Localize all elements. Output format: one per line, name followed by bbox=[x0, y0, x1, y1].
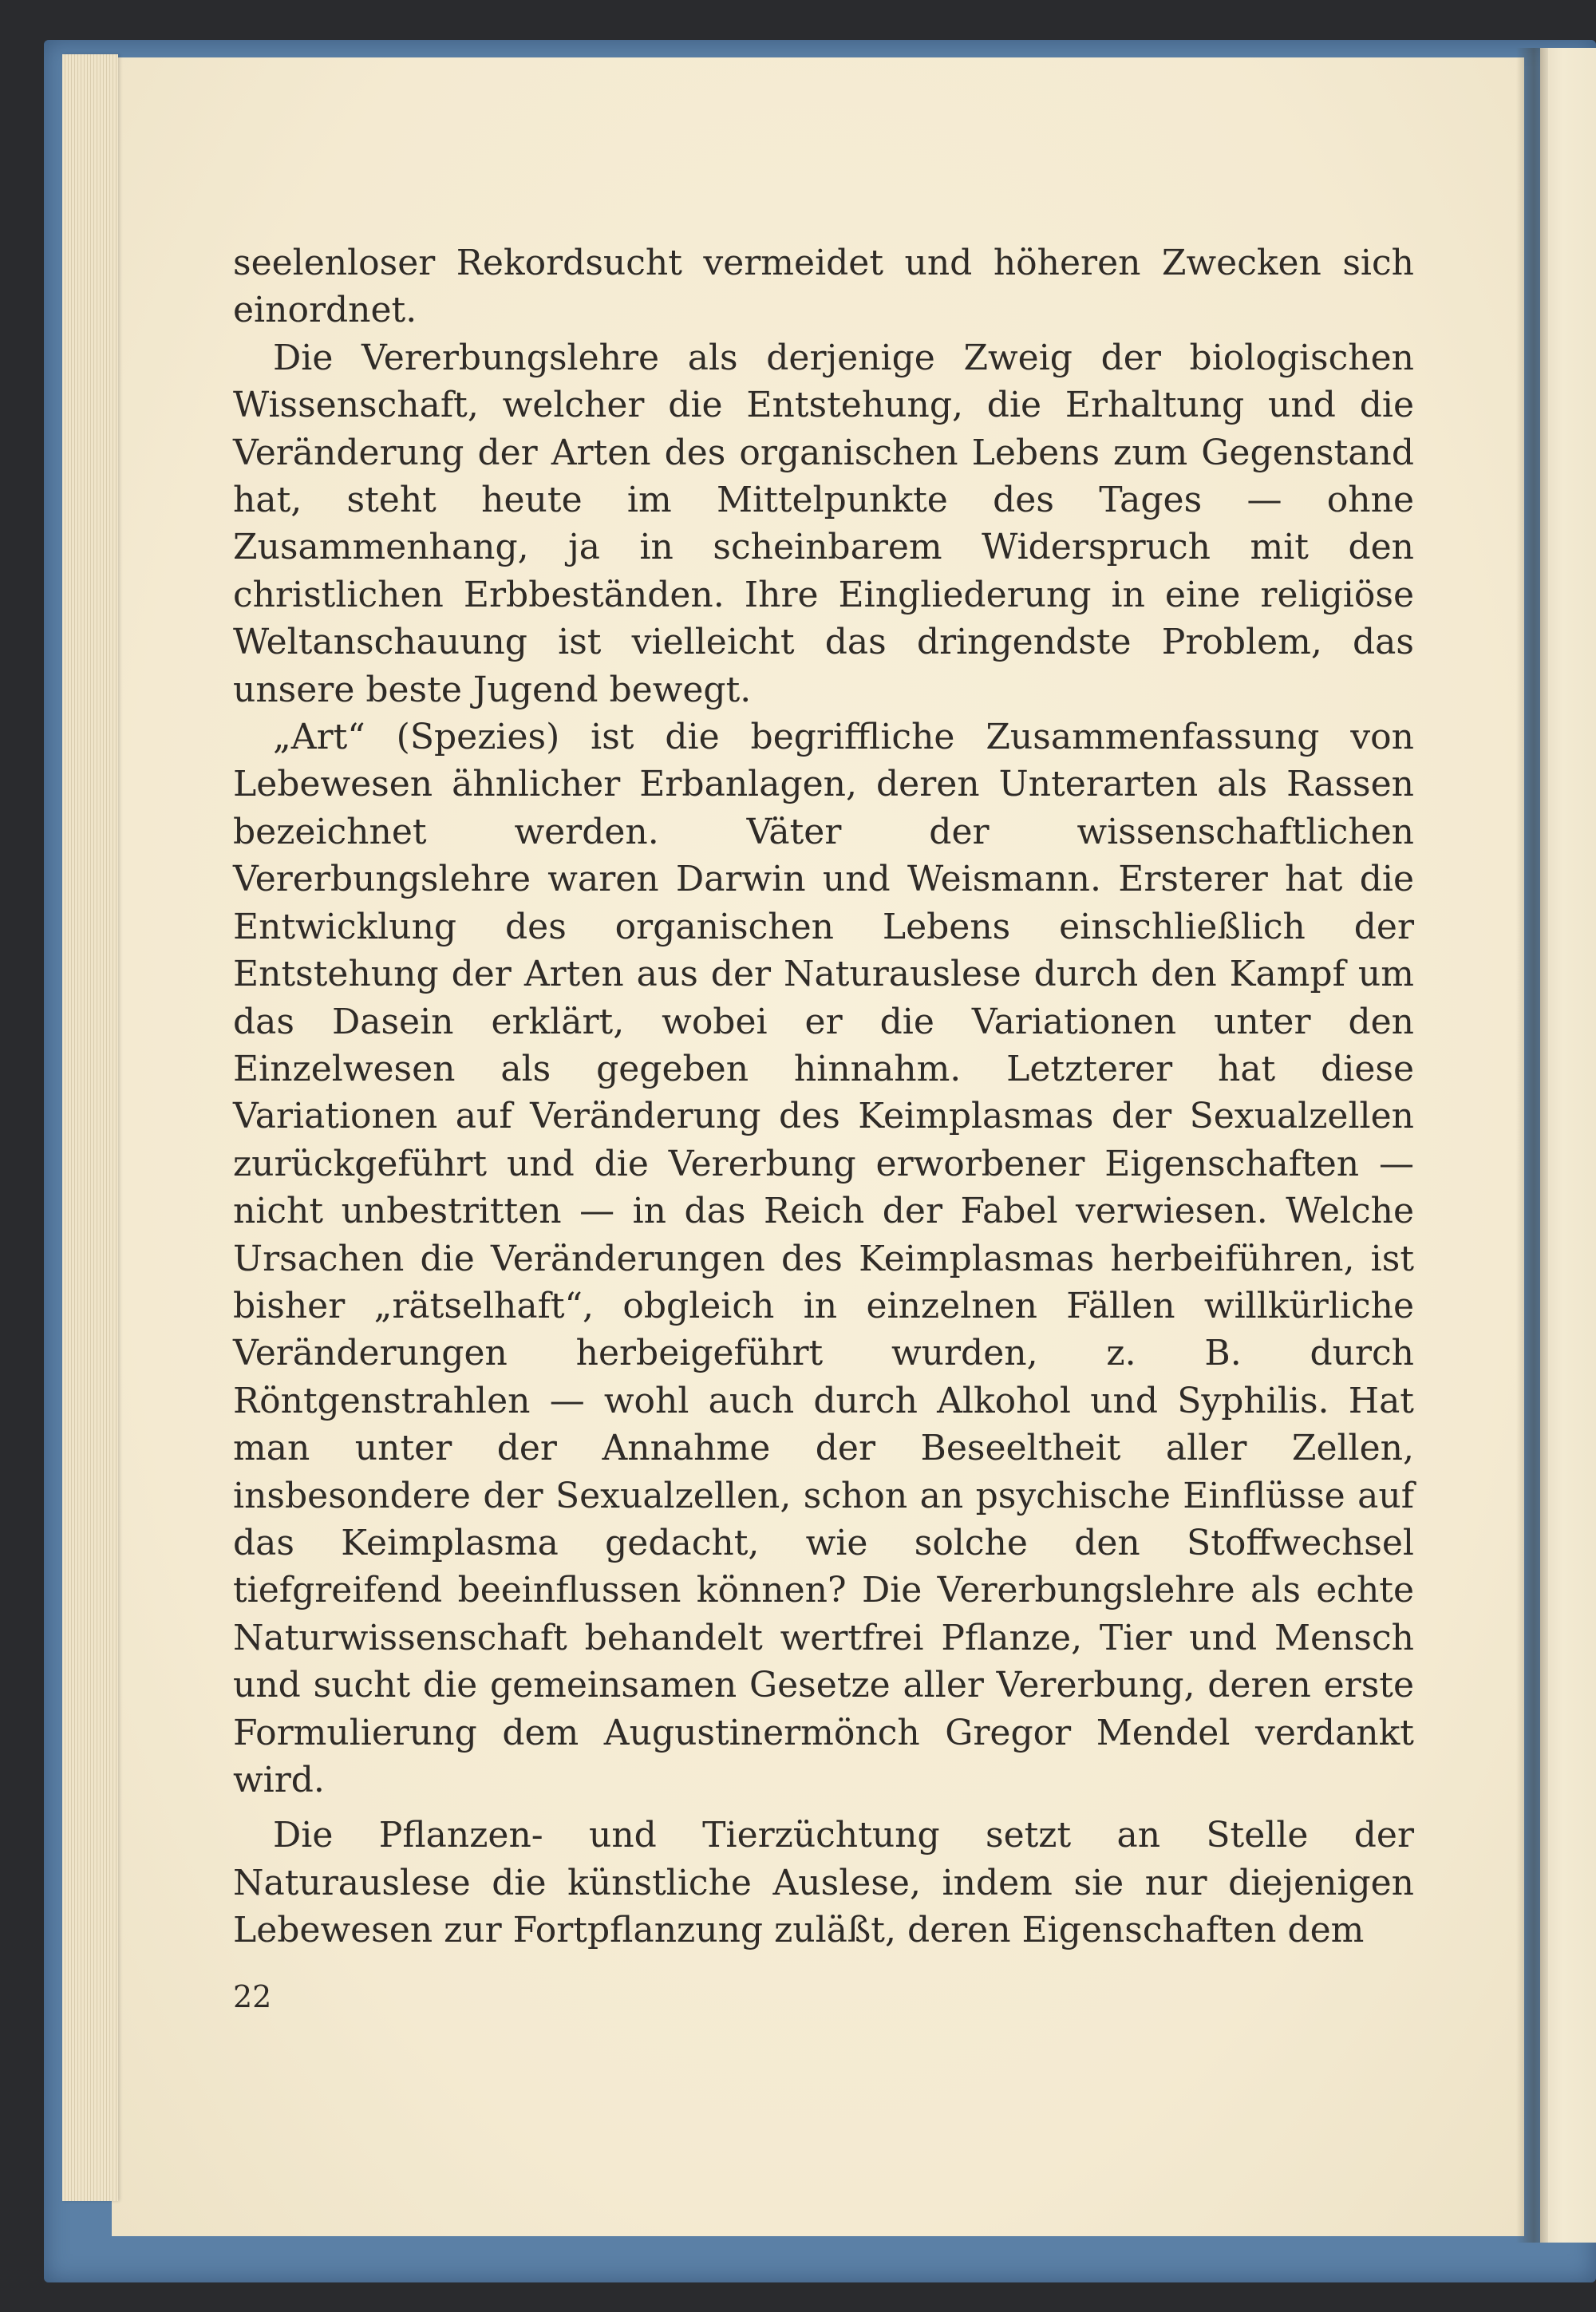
page-edges bbox=[62, 54, 118, 2201]
book-gutter bbox=[1516, 48, 1548, 2243]
paragraph-continuation: seelenloser Rekordsucht vermeidet und höheren Zwecken sich einordnet. bbox=[233, 243, 1414, 331]
page-number: 22 bbox=[233, 1979, 272, 2014]
body-text bbox=[233, 239, 1414, 1954]
paragraph-art: „Art“ (Spezies) ist die begriffliche Zusammenfassung von Lebewesen ähnlicher Erbanlagen, deren Unterarten als Rassen bezeichnet werden. Väter der wissenschaftlichen Vererbungslehre waren Darwin und Weismann. Ersterer hat die Entwicklung des organischen Lebens einschließlich der Entstehung der Arten aus der Naturauslese durch den Kampf um das Dasein erklärt, wobei er die Variationen unter den Einzelwesen als gegeben hinnahm. Letzterer hat diese Variationen auf Veränderung des Keimplasmas der Sexualzellen zurückgeführt und die Vererbung erworbener Eigenschaften — nicht unbestritten — in das Reich der Fabel verwiesen. Welche Ursachen die Veränderungen des Keimplasmas herbeiführen, ist bisher „rätselhaft“, obgleich in einzelnen Fällen willkürliche Veränderungen herbeigeführt wurden, z. B. durch Röntgenstrahlen — wohl auch durch Alkohol und Syphilis. Hat man unter der Annahme der Beseeltheit aller Zellen, insbesondere der Sexualzellen, schon an psychische Einflüsse auf das Keimplasma gedacht, wie solche den Stoffwechsel tiefgreifend beeinflussen können? Die Vererbungslehre als echte Naturwissenschaft behandelt wertfrei Pflanze, Tier und Mensch und sucht die gemeinsamen Gesetze aller Vererbung, deren erste Formulierung dem Augustinermönch Gregor Mendel verdankt wird. bbox=[233, 717, 1414, 1800]
paragraph-vererbungslehre: Die Vererbungslehre als derjenige Zweig der biologischen Wissenschaft, welcher die Entstehung, die Erhaltung und die Veränderung der Arten des organischen Lebens zum Gegenstand hat, steht heute im Mittelpunkte des Tages — ohne Zusammenhang, ja in scheinbarem Widerspruch mit den christlichen Erbbeständen. Ihre Eingliederung in eine religiöse Weltanschauung ist vielleicht das dringendste Problem, das unsere beste Jugend bewegt. bbox=[233, 337, 1414, 710]
next-page-edge bbox=[1540, 48, 1596, 2243]
paragraph-zuechtung: Die Pflanzen- und Tierzüchtung setzt an Stelle der Naturauslese die künstliche Auslese, indem sie nur diejenigen Lebewesen zur Fortpflanzung zuläßt, deren Eigenschaften dem bbox=[233, 1815, 1414, 1951]
